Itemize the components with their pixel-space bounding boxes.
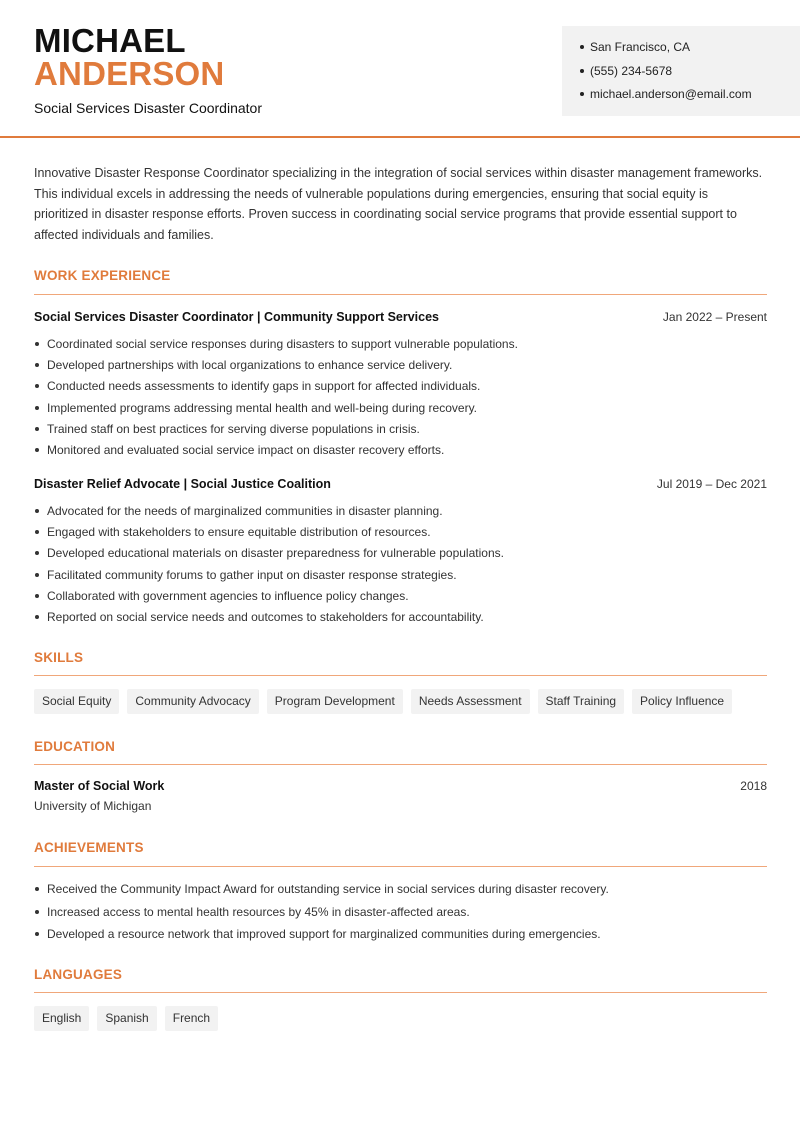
section-divider bbox=[34, 675, 767, 676]
skill-chip: Staff Training bbox=[538, 689, 625, 714]
education-year: 2018 bbox=[740, 779, 767, 793]
list-item: Conducted needs assessments to identify gaps in support for affected individuals. bbox=[34, 377, 767, 398]
list-item: Collaborated with government agencies to influence policy changes. bbox=[34, 587, 767, 608]
section-title-skills: SKILLS bbox=[34, 650, 84, 665]
job-bullets bbox=[34, 335, 767, 462]
contact-location: San Francisco, CA bbox=[580, 38, 800, 62]
section-divider bbox=[34, 764, 767, 765]
languages-list bbox=[34, 1006, 218, 1031]
section-divider bbox=[34, 294, 767, 295]
education-degree: Master of Social Work bbox=[34, 779, 165, 793]
first-name: MICHAEL bbox=[34, 22, 186, 59]
list-item: Developed partnerships with local organizations to enhance service delivery. bbox=[34, 356, 767, 377]
contact-box bbox=[562, 26, 800, 116]
section-divider bbox=[34, 866, 767, 867]
contact-phone: (555) 234-5678 bbox=[580, 62, 800, 86]
section-divider bbox=[34, 992, 767, 993]
language-chip: French bbox=[165, 1006, 218, 1031]
skill-chip: Community Advocacy bbox=[127, 689, 258, 714]
skill-chip: Social Equity bbox=[34, 689, 119, 714]
list-item: Reported on social service needs and outcomes to stakeholders for accountability. bbox=[34, 608, 767, 629]
language-chip: English bbox=[34, 1006, 89, 1031]
job-heading: Social Services Disaster Coordinator | Community Support Services bbox=[34, 310, 440, 324]
list-item: Coordinated social service responses during disasters to support vulnerable populations. bbox=[34, 335, 767, 356]
list-item: Facilitated community forums to gather input on disaster response strategies. bbox=[34, 566, 767, 587]
list-item: Developed educational materials on disaster preparedness for vulnerable populations. bbox=[34, 544, 767, 565]
skills-list bbox=[34, 689, 732, 714]
list-item: Implemented programs addressing mental health and well-being during recovery. bbox=[34, 399, 767, 420]
education-school: University of Michigan bbox=[34, 799, 152, 813]
job-dates: Jan 2022 – Present bbox=[662, 310, 767, 324]
contact-email[interactable]: michael.anderson@email.com bbox=[580, 85, 800, 109]
list-item: Developed a resource network that improved support for marginalized communities during emergencies. bbox=[34, 925, 767, 948]
last-name: ANDERSON bbox=[34, 55, 225, 92]
summary-paragraph: Innovative Disaster Response Coordinator specializing in the integration of social services within disaster management frameworks. This individual excels in addressing the needs of vulnerable populations during emergencies, ensuring that social equity is prioritized in disaster response efforts. Proven success in coordinating social service programs that provide essential support to affected individuals and families. bbox=[34, 166, 763, 242]
job-dates: Jul 2019 – Dec 2021 bbox=[656, 477, 767, 491]
job-bullets bbox=[34, 502, 767, 629]
headline-title: Social Services Disaster Coordinator bbox=[34, 100, 262, 116]
list-item: Advocated for the needs of marginalized communities in disaster planning. bbox=[34, 502, 767, 523]
list-item: Received the Community Impact Award for outstanding service in social services during disaster recovery. bbox=[34, 880, 767, 903]
resume-header bbox=[0, 0, 800, 138]
section-title-languages: LANGUAGES bbox=[34, 967, 123, 982]
list-item: Monitored and evaluated social service impact on disaster recovery efforts. bbox=[34, 441, 767, 462]
language-chip: Spanish bbox=[97, 1006, 156, 1031]
section-title-achievements: ACHIEVEMENTS bbox=[34, 840, 144, 855]
skill-chip: Policy Influence bbox=[632, 689, 732, 714]
skill-chip: Program Development bbox=[267, 689, 403, 714]
skill-chip: Needs Assessment bbox=[411, 689, 530, 714]
achievement-bullets bbox=[34, 880, 767, 948]
list-item: Trained staff on best practices for serving diverse populations in crisis. bbox=[34, 420, 767, 441]
list-item: Increased access to mental health resources by 45% in disaster-affected areas. bbox=[34, 903, 767, 926]
section-title-education: EDUCATION bbox=[34, 739, 116, 754]
section-title-work: WORK EXPERIENCE bbox=[34, 268, 171, 283]
list-item: Engaged with stakeholders to ensure equitable distribution of resources. bbox=[34, 523, 767, 544]
job-heading: Disaster Relief Advocate | Social Justice Coalition bbox=[34, 477, 331, 491]
